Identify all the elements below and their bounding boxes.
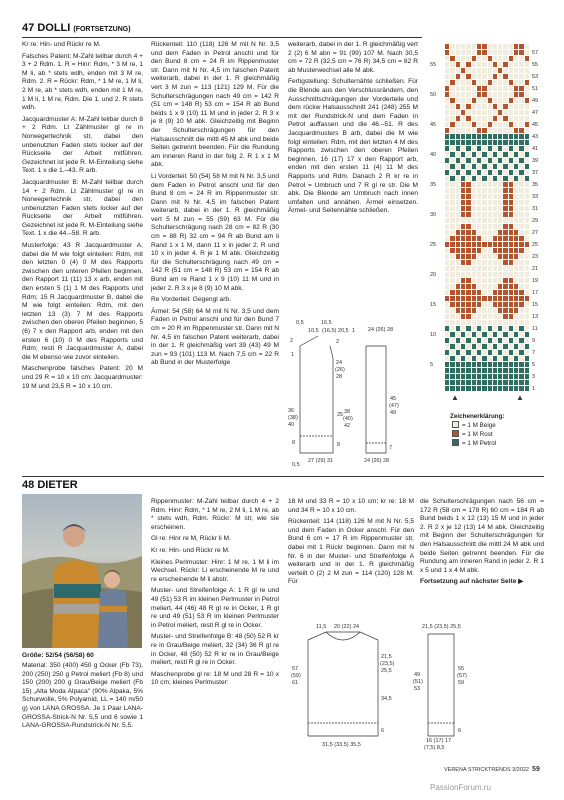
svg-text:16,5: 16,5 [321, 320, 332, 326]
footer-brand: VERENA STRICKTRENDS 3/2022 59 [444, 766, 540, 773]
svg-text:(23,5): (23,5) [380, 661, 395, 667]
page-number: 59 [532, 766, 540, 773]
row-label: 31 [532, 206, 539, 212]
paragraph-musterfolge: Musterfolge: 43 R Jacquardmuster A, dabei die M wie folgt einteilen: Rdm, mit den letzten 0 (4) 0 M des Rapports zwischen den unteren Pfeilen beginnen, den Rapport 11 (11) 13 x arb, enden mit den ersten 5 (1) 1 M des Rapports und Rdm; 15 R Jacquardmuster B, dabei die M wie folgt einteilen: Rdm, mit den letzten 13 (3) 7 M des Rapports zwischen den oberen Pfeilen beginnen, 5 (6) 7 x den Rapport arb, enden mit den ersten 6 (10) 0 M des Rapports und Rdm; restl R Jacquardmuster A, dabei die M ebenso wie zuvor einteilen. [22, 242, 143, 361]
svg-text:8: 8 [337, 442, 341, 448]
paragraph-maschenprobe: Maschenprobe gl re: 18 M und 28 R = 10 x 10 cm; kleines Perlmuster: [151, 670, 279, 687]
paragraph-rueckenteil: Rückenteil: 114 (118) 126 M mit N Nr. 5,5 und dem Faden in Ocker anschl. Für den Bund 6 cm = 17 R im Rippenmuster str, dabei mit 1 Rückr beginnen. Dann mit N Nr. 6 in der Muster- und Streifenfolge A weiterarb und in der 1. R gleichmäßig verteilt 0 (2) 2 M zun = 114 (120) 128 M. Für [288, 518, 414, 586]
svg-text:10,5: 10,5 [308, 328, 319, 334]
row-label: 1 [532, 386, 536, 392]
svg-text:38: 38 [344, 409, 351, 415]
svg-text:6: 6 [381, 728, 385, 734]
svg-text:(16,5) 20,5: (16,5) 20,5 [322, 328, 349, 334]
svg-text:11,5: 11,5 [316, 624, 327, 630]
svg-text:24 (26) 28: 24 (26) 28 [364, 458, 390, 464]
section-subtitle: (FORTSETZUNG) [73, 26, 131, 33]
paragraph-gl-re: Gl re: Hinr re M, Rückr li M. [151, 535, 231, 543]
svg-text:(59): (59) [291, 673, 301, 679]
svg-text:42: 42 [344, 423, 351, 429]
text-column-d1 [22, 662, 143, 734]
row-label: 43 [532, 134, 539, 140]
sleeve-outline [366, 346, 386, 453]
paragraph-jacquard-b: Jacquardmuster B: M-Zahl teilbar durch 14 + 2 Rdm. Lt Zählmuster gl re in Norwegertechnik str, dabei den unbenutzten Faden stets locker auf der Rückseite der Arbeit mitführen. Gezeichnet ist jede R. M-Einteilung siehe Text. 1 x die 44.–58. R arb. [22, 178, 143, 238]
svg-text:0,5: 0,5 [296, 320, 304, 326]
row-label: 5 [430, 362, 434, 368]
svg-text:(51): (51) [413, 679, 423, 685]
row-label: 5 [532, 362, 536, 368]
row-label: 47 [532, 110, 539, 116]
row-label: 49 [532, 98, 539, 104]
row-label: 15 [430, 302, 437, 308]
row-label: 35 [532, 182, 539, 188]
paragraph-rueckenteil: Rückenteil: 110 (118) 126 M mit N Nr. 3,5 und dem Faden in Petrol anschl und für den Bund 8 cm = 24 R im Rippenmuster str. Dann mit N Nr. 4,5 im falschen Patent weiterarb, dabei in der 1. R gleichmäßig vert 3 M zun = 113 (121) 129 M. Für die Schulterschrägungen nach 49 cm = 142 R (51 cm = 148 R) 53 cm = 154 R ab Bund beids 1 x 9 (10) 11 M und in jeder 2. R 3 x je 8 (9) 10 M abk. Gleichzeitig mit Beginn der Schulterschrägungen für den Halsausschnitt die mittl 45 M abk und beide Seiten getrennt beenden. Für die Rundung am inneren Rand in der folg 2. R 1 x 1 M abk. [151, 41, 279, 169]
paragraph-re-vorderteil: Re Vorderteil: Gegengl arb. [151, 296, 231, 304]
jacquard-chart [445, 44, 530, 392]
row-label: 17 [532, 290, 539, 296]
chart-row-labels-right [531, 44, 545, 392]
svg-text:31,5 (33,5) 35,5: 31,5 (33,5) 35,5 [322, 742, 361, 748]
paragraph-jacquard-a: Jacquardmuster A: M-Zahl teilbar durch 8 + 2 Rdm. Lt Zählmuster gl re in Norwegertechnik str, dabei den unbenutzten Faden stets locker auf der Rückseite der Arbeit mitführen. Gezeichnet ist jede R. M-Einteilung siehe Text. 1 x die 1.–43. R arb. [22, 115, 143, 175]
svg-text:27 (29) 31: 27 (29) 31 [308, 458, 334, 464]
svg-text:25: 25 [337, 412, 344, 418]
row-label: 41 [532, 146, 539, 152]
svg-text:59: 59 [458, 680, 465, 686]
row-label: 37 [532, 170, 539, 176]
row-label: 11 [532, 326, 538, 332]
svg-text:24 (26) 28: 24 (26) 28 [368, 327, 394, 333]
row-label: 55 [532, 62, 539, 68]
svg-text:(38): (38) [288, 415, 298, 421]
chart-arrow-right: ▲ [516, 393, 524, 402]
row-label: 55 [430, 62, 437, 68]
svg-text:53: 53 [414, 686, 421, 692]
section-title-48 [22, 479, 78, 492]
paragraph-aermel: Ärmel: 54 (58) 64 M mit N Nr. 3,5 und dem Faden in Petrol anschl und für den Bund 7 cm = 20 R im Rippenmuster str. Dann mit N Nr. 4,5 im falschen Patent weiterarb, dabei in der 1. R gleichmäßig vert 39 (43) 49 M zun = 93 (101) 113 M. Nach 7,5 cm = 22 R ab Bund in der Musterfolge [151, 307, 279, 367]
legend-title: Zeichenerklärung: [450, 413, 505, 420]
sleeve-outline [428, 634, 454, 736]
text-column-d2 [151, 498, 279, 691]
legend-rost: = 1 M Rost [452, 430, 493, 439]
svg-text:55: 55 [458, 666, 465, 672]
paragraph-rippenmuster: Rippenmuster: M-Zahl teilbar durch 4 + 2 Rdm. Hinr: Rdm, * 1 M re, 2 M li, 1 M re, ab * stets wdh, Rdm. Rückr: M str, wie sie erscheinen. [151, 498, 279, 531]
row-label: 40 [430, 152, 437, 158]
paragraph-material: Material: 350 (400) 450 g Ocker (Fb 73), 200 (250) 250 g Petrol meliert (Fb 8) und 150 (200) 200 g Grau/Beige meliert (Fb 15) „Alta Moda Alpaca" (90% Alpaka, 5% Schurwolle, 5% Polyamid, LL = 140 m/50 g) von LANA GROSSA. Je 1 Paar LANA-GROSSA-Strick-N Nr. 5,5 und 6 sowie 1 LANA-GROSSA-Rundstrick-N Nr. 5,5. [22, 662, 143, 730]
paragraph-perlmuster: Kleines Perlmuster: Hinr: 1 M re, 1 M li im Wechsel. Rückr: Li erscheinende M re und re erscheinende M li abstr. [151, 558, 279, 583]
svg-text:1: 1 [352, 328, 356, 334]
svg-text:2: 2 [336, 339, 340, 345]
svg-text:2: 2 [290, 338, 294, 344]
row-label: 53 [532, 74, 539, 80]
svg-text:6: 6 [458, 728, 462, 734]
body-outline [308, 632, 378, 736]
row-label: 29 [532, 218, 539, 224]
legend-petrol: = 1 M Petrol [452, 439, 496, 448]
svg-text:40: 40 [288, 422, 295, 428]
svg-text:24: 24 [336, 360, 343, 366]
row-label: 10 [430, 332, 437, 338]
svg-text:16 (17) 17: 16 (17) 17 [426, 738, 452, 744]
paragraph-streifen-a: Muster- und Streifenfolge A: 1 R gl re und 49 (51) 53 R im kleinen Perlmuster in Petrol meliert, 44 (46) 48 R gl re in Ocker, 1 R gl re und 49 (51) 53 R im kleinen Perlmuster in Petrol meliert, restl R gl re in Ocker. [151, 587, 279, 629]
row-label: 33 [532, 194, 539, 200]
chart-row-labels-left [430, 44, 444, 392]
paragraph-fertigstellung: Fertigstellung: Schulternähte schließen. Für die Blende aus den Verschlussrändern, den Ausschnittschrägungen der Vorderteile und dem rückw Halsausschnitt 241 (248) 255 M mit der Rundstrick-N und dem Faden in Petrol auffassen und die 46.–51. R des Jacquardmusters B arb, dabei die M wie folgt einteilen: Rdm, mit den letzten 4 M des Rapports zwischen den oberen Pfeilen beginnen, 16 (17) 17 x den Rapport arb, enden mit den ersten 11 (4) 11 M des Rapports und Rdm. Danach 2 R kr re in Petrol = Umbruch und 7 R gl re str. Die M abk. Die Blende am Umbruch nach innen umfalten und annähen. Ärmel einsetzen. Ärmel- und Seitennähte schließen. [288, 78, 418, 215]
text-column-2 [151, 41, 279, 371]
paragraph-kr-re: Kr re: Hin- und Rückr re M. [151, 546, 230, 554]
row-label: 35 [430, 182, 437, 188]
model-photo [22, 494, 142, 648]
svg-text:25,5: 25,5 [381, 668, 392, 674]
svg-text:61: 61 [292, 680, 299, 686]
paragraph-schulter: die Schulterschrägungen nach 56 cm = 172 R (58 cm = 178 R) 60 cm = 184 R ab Bund beids 1 x 12 (13) 15 M und in jeder 2. R 2 x je 12 (13) 14 M abk. Gleichzeitig mit Beginn der Schulterschrägungen für den Halsausschnitt die mittl 24 M abk und beide Seiten getrennt beenden. Für die Rundung am inneren Rand in jeder 2. R 1 x 5 und 1 x 4 M abk. [420, 498, 544, 574]
paragraph-continued: weiterarb, dabei in der 1. R gleichmäßig vert 2 (2) 6 M abn = 91 (99) 107 M. Nach 30,5 cm = 72 R (32,5 cm = 76 R) 34,5 cm = 82 R ab Musterwechsel alle M abk. [288, 41, 418, 74]
svg-text:(40): (40) [343, 416, 353, 422]
row-label: 23 [532, 254, 539, 260]
size-caption: Größe: 52/54 (56/58) 60 [22, 652, 94, 659]
svg-text:28: 28 [336, 374, 343, 380]
text-column-3 [288, 41, 418, 219]
sweater-schematic-48 [288, 618, 544, 750]
row-label: 45 [430, 122, 437, 128]
continue-link[interactable]: Fortsetzung auf nächster Seite ▶ [420, 578, 524, 586]
svg-text:49: 49 [390, 410, 397, 416]
row-label: 9 [532, 338, 536, 344]
svg-text:36: 36 [288, 408, 295, 414]
front-outline [300, 346, 333, 453]
svg-text:8: 8 [292, 440, 296, 446]
row-label: 3 [532, 374, 536, 380]
watermark: PassionForum.ru [430, 783, 491, 792]
paragraph-maschenprobe: Maschenprobe falsches Patent: 20 M und 29 R = 10 x 10 cm; Jacquardmuster: 19 M und 23,5 R = 10 x 10 cm. [22, 365, 143, 390]
chart-arrow-left: ▲ [451, 393, 459, 402]
section-name: DOLLI [37, 22, 71, 34]
paragraph-continued: 18 M und 33 R = 10 x 10 cm; kr re: 18 M und 34 R = 10 x 10 cm. [288, 498, 414, 514]
section-name: DIETER [37, 479, 78, 491]
row-label: 27 [532, 230, 539, 236]
svg-text:34,5: 34,5 [381, 696, 392, 702]
svg-text:21,5 (23,5) 25,5: 21,5 (23,5) 25,5 [422, 624, 461, 630]
svg-text:7: 7 [389, 445, 393, 451]
chart-cell [525, 386, 530, 392]
row-label: 20 [430, 272, 437, 278]
section-number: 48 [22, 479, 35, 491]
text-column-d4 [420, 498, 544, 590]
section-divider-48 [22, 476, 544, 477]
row-label: 19 [532, 278, 539, 284]
section-title-47 [22, 22, 131, 36]
row-label: 50 [430, 92, 437, 98]
paragraph-kr-re: Kr re: Hin- und Rückr re M. [22, 41, 101, 48]
svg-text:20 (22) 24: 20 (22) 24 [334, 624, 360, 630]
row-label: 25 [532, 242, 539, 248]
svg-text:(7,5) 8,5: (7,5) 8,5 [424, 745, 445, 750]
row-label: 51 [532, 86, 539, 92]
paragraph-falsches-patent: Falsches Patent: M-Zahl teilbar durch 4 + 3 + 2 Rdm. 1. R = Hinr: Rdm, * 3 M re, 1 M li, ab * stets wdh, enden mit 3 M re, Rdm. 2. R = Rückr: Rdm, * 1 M re, 1 M li, 2 M re, ab * stets wdh, enden mit 1 M re, 1 M li, 1 M re, Rdm. Die 1. und 2. R stets wdh. [22, 52, 143, 112]
row-label: 7 [532, 350, 536, 356]
svg-text:57: 57 [292, 666, 299, 672]
row-label: 25 [430, 242, 437, 248]
row-label: 21 [532, 266, 539, 272]
svg-text:49: 49 [414, 672, 421, 678]
text-column-1 [22, 41, 143, 394]
svg-text:(47): (47) [389, 403, 399, 409]
paragraph-vorderteil: Li Vorderteil: 50 (54) 58 M mit N Nr. 3,5 und dem Faden in Petrol anschl und für den Bund 8 cm = 24 R im Rippenmuster str. Dann mit N Nr. 4,5 im falschen Patent weiterarb, dabei in der 1. R gleichmäßig vert 5 M zun = 55 (59) 63 M. Für die Schulterschrägung nach 28 cm = 82 R (30 cm = 88 R) 32 cm = 94 R ab Bund am li Rand 1 x 1 M, dann 11 x in jeder 2. R und 10 x in jeder 4. R je 1 M abk. Gleichzeitig für die Schulterschrägung nach 49 cm = 142 R (51 cm = 148 R) 53 cm = 154 R ab Bund am re Rand 1 x 9 (10) 11 M und in jeder 2. R 3 x je 8 (9) 10 M abk. [151, 172, 279, 292]
svg-text:1: 1 [291, 352, 295, 358]
svg-text:(57): (57) [457, 673, 467, 679]
sweater-schematic-47 [288, 318, 428, 468]
paragraph-streifen-b: Muster- und Streifenfolge B: 48 (50) 52 R kr re in Grau/Beige meliert, 32 (34) 36 R gl re in Ocker, 48 (50) 52 R kr re in Grau/Beige meliert, restl R gl re in Ocker. [151, 633, 279, 667]
row-label: 13 [532, 314, 539, 320]
text-column-d3 [288, 498, 414, 590]
svg-text:0,5: 0,5 [292, 462, 300, 468]
legend-beige: = 1 M Beige [452, 421, 496, 430]
svg-text:(26): (26) [335, 367, 345, 373]
row-label: 57 [532, 50, 539, 56]
svg-text:21,5: 21,5 [381, 654, 392, 660]
row-label: 30 [430, 212, 437, 218]
row-label: 15 [532, 302, 539, 308]
section-divider [22, 37, 422, 38]
row-label: 45 [532, 122, 539, 128]
row-label: 39 [532, 158, 539, 164]
svg-text:45: 45 [390, 396, 397, 402]
section-number: 47 [22, 22, 35, 34]
